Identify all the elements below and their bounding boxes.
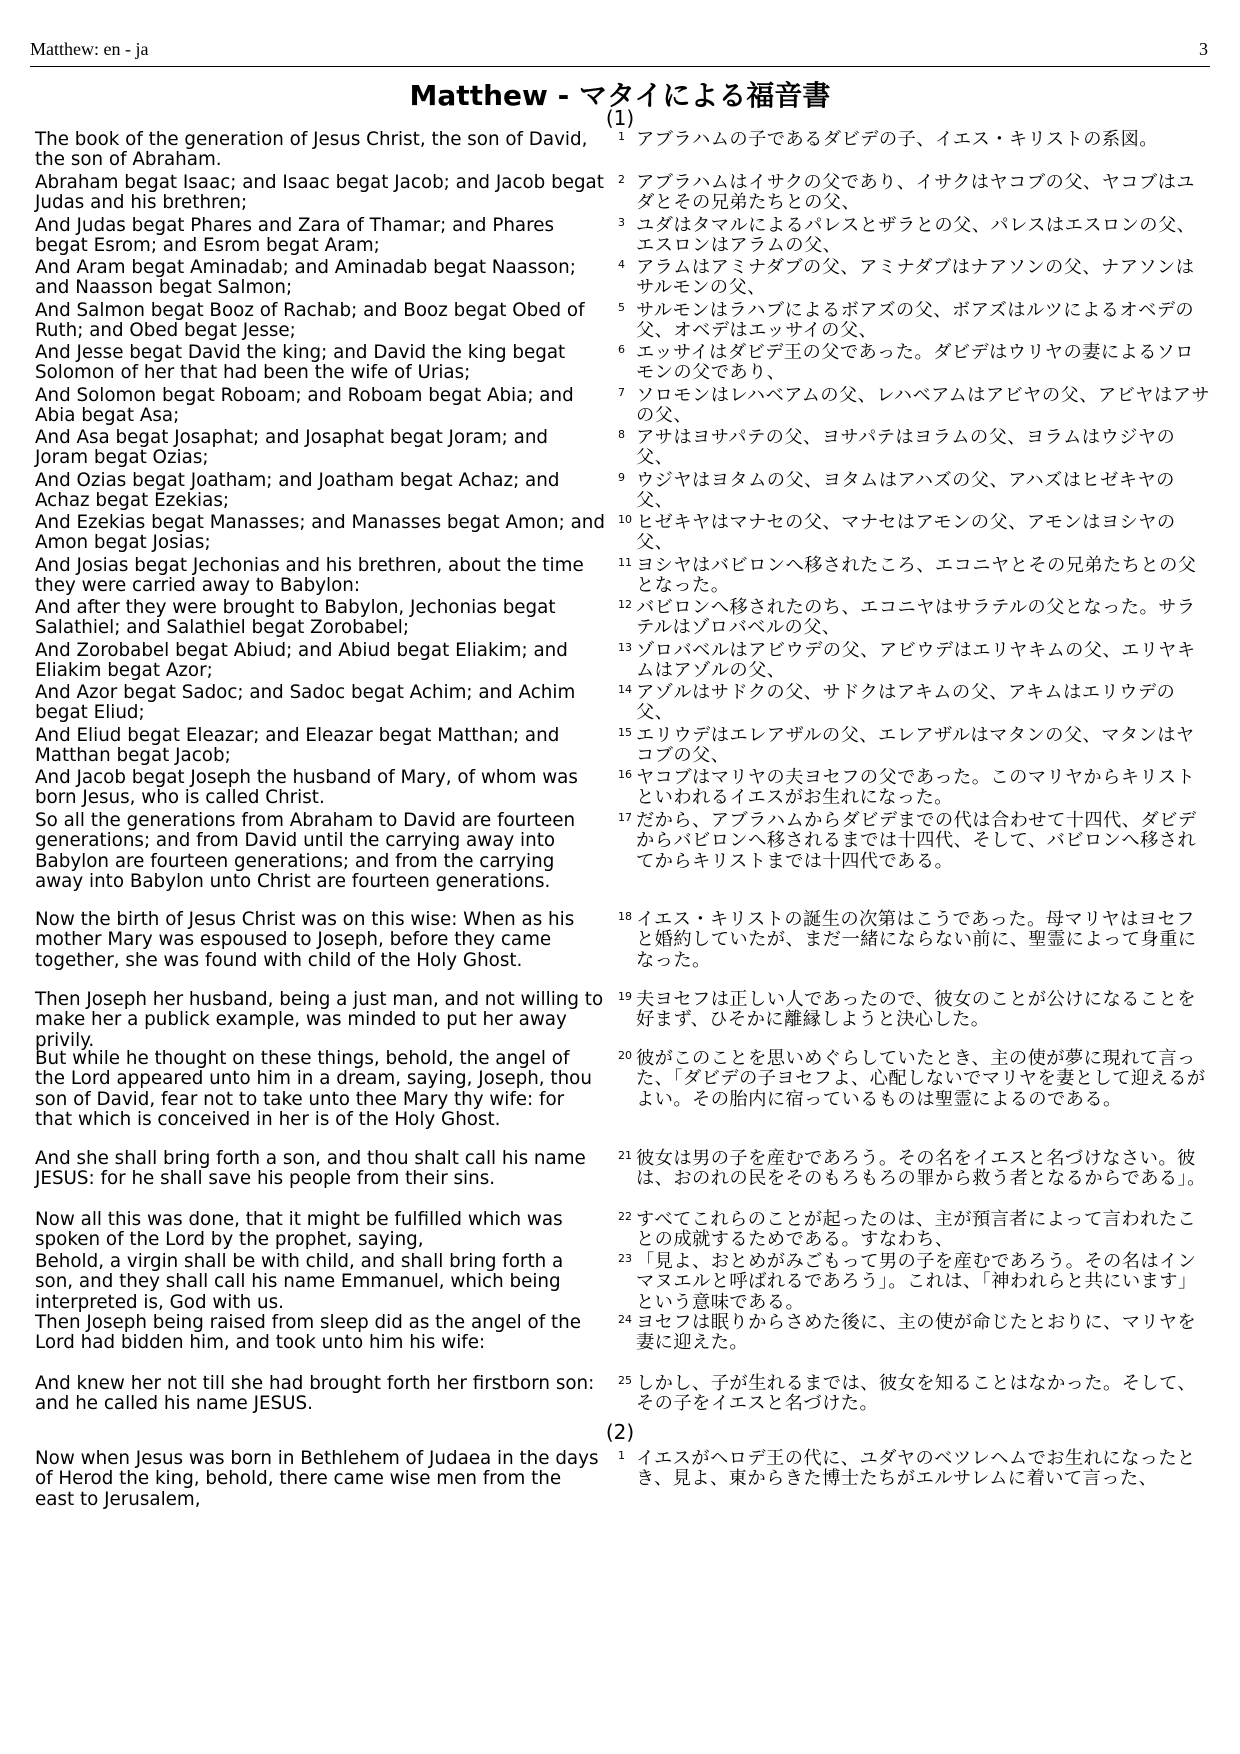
verse-number: 21 [618,1149,632,1162]
verse-number: 17 [618,811,632,824]
chapter-heading: (2) [605,1420,635,1444]
verse-japanese: アブラハムの子であるダビデの子、イエス・キリストの系図。 [636,129,1158,150]
page-number: 3 [1199,39,1208,59]
verse-number: 11 [618,556,632,569]
verse-japanese: アブラハムはイサクの父であり、イサクはヤコブの父、ヤコブはユダとその兄弟たちとの父、 [636,172,1195,214]
verse-number: 24 [618,1313,632,1326]
verse-number: 15 [618,726,632,739]
verse-number: 18 [618,910,632,923]
verse-english: And Judas begat Phares and Zara of Thamar; and Phares begat Esrom; and Esrom begat Aram; [35,215,555,257]
verse-english: And Salmon begat Booz of Rachab; and Booz begat Obed of Ruth; and Obed begat Jesse; [35,300,585,342]
verse-number: 3 [618,216,625,229]
verse-english: And Solomon begat Roboam; and Roboam begat Abia; and Abia begat Asa; [35,385,574,427]
verse-row [35,428,1210,469]
verse-english: So all the generations from Abraham to David are fourteen generations; and from David until the carrying away into Babylon are fourteen generations; and from the carrying away into Babylon unto Christ are fourteen generations. [35,810,576,893]
verse-number: 5 [618,301,625,314]
verse-number: 13 [618,641,632,654]
verse-english: And Josias begat Jechonias and his brethren, about the time they were carried away to Babylon: [35,555,584,597]
verse-english: Behold, a virgin shall be with child, and shall bring forth a son, and they shall call his name Emmanuel, which being interpreted is, God with us. [35,1251,564,1313]
verse-number: 2 [618,173,625,186]
verse-japanese: ゾロバベルはアビウデの父、アビウデはエリヤキムの父、エリヤキムはアゾルの父、 [636,640,1196,682]
verse-japanese: アゾルはサドクの父、サドクはアキムの父、アキムはエリウデの父、 [636,682,1176,724]
verse-japanese: ヨセフは眠りからさめた後に、主の使が命じたとおりに、マリヤを妻に迎えた。 [636,1312,1197,1354]
verse-number: 4 [618,258,625,271]
verse-row [35,910,1210,971]
book-title: Matthew - マタイによる福音書 [409,79,831,112]
verse-number: 25 [618,1374,632,1387]
verse-row [35,598,1210,639]
verse-row [35,1210,1210,1251]
verse-row [35,1049,1210,1131]
verse-japanese: 彼がこのことを思いめぐらしていたとき、主の使が夢に現れて言った、「ダビデの子ヨセフよ、心配しないでマリヤを妻として迎えるがよい。その胎内に宿っているものは聖霊によるのである。 [636,1048,1206,1110]
verse-japanese: イエスがヘロデ王の代に、ユダヤのベツレヘムでお生れになったとき、見よ、東からきた博士たちがエルサレムに着いて言った、 [636,1448,1196,1490]
verse-japanese: しかし、子が生れるまでは、彼女を知ることはなかった。そして、その子をイエスと名づけた。 [636,1373,1197,1415]
verse-english: And Azor begat Sadoc; and Sadoc begat Achim; and Achim begat Eliud; [35,682,576,724]
verse-row [35,386,1210,427]
verse-number: 7 [618,386,625,399]
verse-row [35,301,1210,342]
verse-japanese: ヨシヤはバビロンへ移されたころ、エコニヤとその兄弟たちとの父となった。 [636,555,1197,597]
verse-japanese: ヤコブはマリヤの夫ヨセフの父であった。このマリヤからキリストといわれるイエスがお生れになった。 [636,767,1196,809]
verse-english: And Aram begat Aminadab; and Aminadab begat Naasson; and Naasson begat Salmon; [35,257,576,299]
verse-row [35,811,1210,893]
verse-english: Now all this was done, that it might be fulfilled which was spoken of the Lord by the prophet, saying, [35,1209,563,1251]
verse-number: 20 [618,1049,632,1062]
verse-row [35,173,1210,214]
verse-japanese: ウジヤはヨタムの父、ヨタムはアハズの父、アハズはヒゼキヤの父、 [636,470,1175,512]
verse-english: Then Joseph being raised from sleep did as the angel of the Lord had bidden him, and took unto him his wife: [35,1312,581,1354]
verse-number: 12 [618,598,632,611]
verse-row [35,513,1210,554]
verse-japanese: ヒゼキヤはマナセの父、マナセはアモンの父、アモンはヨシヤの父、 [636,512,1176,554]
verse-english: And Jesse begat David the king; and David the king begat Solomon of her that had been the wife of Urias; [35,342,566,384]
verse-english: Now when Jesus was born in Bethlehem of Judaea in the days of Herod the king, behold, there came wise men from the east to Jerusalem, [35,1448,599,1510]
verse-english: And Ezekias begat Manasses; and Manasses begat Amon; and Amon begat Josias; [35,512,605,554]
verse-english: And Jacob begat Joseph the husband of Mary, of whom was born Jesus, who is called Christ. [35,767,578,809]
verse-number: 9 [618,471,625,484]
verse-japanese: アラムはアミナダブの父、アミナダブはナアソンの父、ナアソンはサルモンの父、 [636,257,1195,299]
verse-japanese: サルモンはラハブによるボアズの父、ボアズはルツによるオベデの父、オベデはエッサイの父、 [636,300,1195,342]
verse-row [35,343,1210,384]
verse-row [35,726,1210,767]
verse-japanese: すべてこれらのことが起ったのは、主が預言者によって言われたことの成就するためである。すなわち、 [636,1209,1197,1251]
verse-english: And Zorobabel begat Abiud; and Abiud begat Eliakim; and Eliakim begat Azor; [35,640,568,682]
verse-english: Then Joseph her husband, being a just man, and not willing to make her a publick example, was minded to put her away privily. [35,989,604,1051]
verse-japanese: ユダはタマルによるパレスとザラとの父、パレスはエスロンの父、エスロンはアラムの父、 [636,215,1196,257]
verse-row [35,1313,1210,1354]
verse-row [35,258,1210,299]
verse-japanese: 「見よ、おとめがみごもって男の子を産むであろう。その名はインマヌエルと呼ばれるであろう」。これは、「神われらと共にいます」という意味である。 [636,1251,1197,1313]
verse-japanese: 彼女は男の子を産むであろう。その名をイエスと名づけなさい。彼は、おのれの民をそのもろもろの罪から救う者となるからである」。 [636,1148,1206,1190]
verse-number: 10 [618,513,632,526]
verse-english: And after they were brought to Babylon, Jechonias begat Salathiel; and Salathiel begat Zorobabel; [35,597,556,639]
verse-japanese: エッサイはダビデ王の父であった。ダビデはウリヤの妻によるソロモンの父であり、 [636,342,1194,384]
verse-english: And she shall bring forth a son, and thou shalt call his name JESUS: for he shall save his people from their sins. [35,1148,586,1190]
verse-japanese: 夫ヨセフは正しい人であったので、彼女のことが公けになることを好まず、ひそかに離縁しようと決心した。 [636,989,1196,1031]
verse-japanese: イエス・キリストの誕生の次第はこうであった。母マリヤはヨセフと婚約していたが、まだ一緒にならない前に、聖霊によって身重になった。 [636,909,1197,971]
verse-row [35,1374,1210,1415]
verse-number: 23 [618,1252,632,1265]
verse-row [35,130,1210,171]
verse-number: 8 [618,428,625,441]
verse-english: But while he thought on these things, behold, the angel of the Lord appeared unto him in a dream, saying, Joseph, thou son of David, fear not to take unto thee Mary thy wife: for that which is conceived in her is of the Holy Ghost. [35,1048,592,1131]
verse-row [35,1149,1210,1190]
verse-number: 1 [618,1449,625,1462]
verse-japanese: エリウデはエレアザルの父、エレアザルはマタンの父、マタンはヤコブの父、 [636,725,1195,767]
verse-english: And Asa begat Josaphat; and Josaphat begat Joram; and Joram begat Ozias; [35,427,549,469]
verse-row [35,683,1210,724]
verse-japanese: バビロンへ移されたのち、エコニヤはサラテルの父となった。サラテルはゾロバベルの父、 [636,597,1196,639]
chapter-heading: (1) [605,106,635,130]
verse-row [35,556,1210,597]
verse-number: 14 [618,683,632,696]
verse-row [35,990,1210,1051]
verse-number: 22 [618,1210,632,1223]
verse-english: Now the birth of Jesus Christ was on this wise: When as his mother Mary was espoused to Joseph, before they came together, she was found with child of the Holy Ghost. [35,909,575,971]
verse-japanese: だから、アブラハムからダビデまでの代は合わせて十四代、ダビデからバビロンへ移されるまでは十四代、そして、バビロンへ移されてからキリストまでは十四代である。 [636,810,1197,872]
verse-row [35,471,1210,512]
running-header-title: Matthew: en - ja [30,39,149,59]
verse-japanese: アサはヨサパテの父、ヨサパテはヨラムの父、ヨラムはウジヤの父、 [636,427,1176,469]
verse-row [35,768,1210,809]
verse-english: And Eliud begat Eleazar; and Eleazar begat Matthan; and Matthan begat Jacob; [35,725,560,767]
verse-row [35,216,1210,257]
verse-row [35,1449,1210,1510]
verse-row [35,641,1210,682]
verse-english: And Ozias begat Joatham; and Joatham begat Achaz; and Achaz begat Ezekias; [35,470,560,512]
verse-number: 1 [618,130,625,143]
verse-row [35,1252,1210,1313]
verse-japanese: ソロモンはレハベアムの父、レハベアムはアビヤの父、アビヤはアサの父、 [636,385,1210,427]
verse-number: 19 [618,990,632,1003]
verse-english: Abraham begat Isaac; and Isaac begat Jacob; and Jacob begat Judas and his brethren; [35,172,604,214]
verse-number: 6 [618,343,625,356]
running-header [30,36,1210,67]
verse-number: 16 [618,768,632,781]
verse-english: The book of the generation of Jesus Christ, the son of David, the son of Abraham. [35,129,588,171]
verse-english: And knew her not till she had brought forth her firstborn son: and he called his name JESUS. [35,1373,595,1415]
